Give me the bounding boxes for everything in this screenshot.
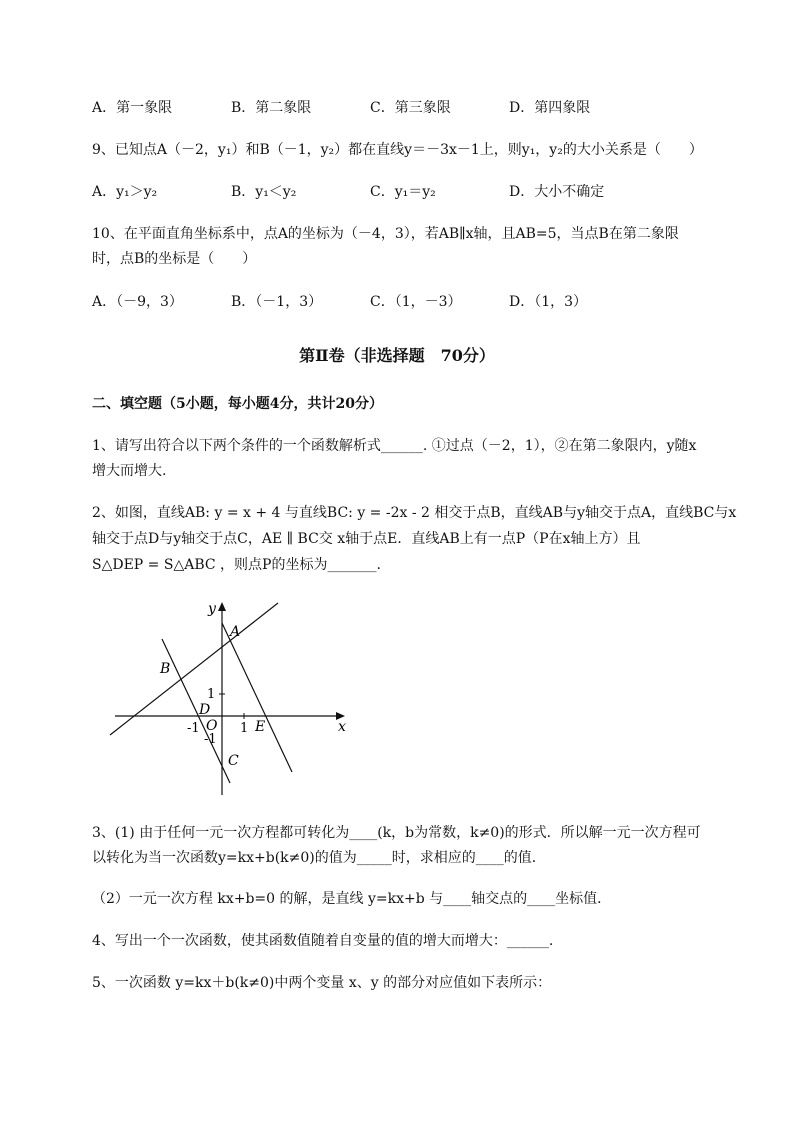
part2-title: 第Ⅱ卷（非选择题 70分） [299,346,495,365]
f4-text: 4、写出一个一次函数，使其函数值随着自变量的值的增大而增大：______. [92,933,554,949]
q10-stem-line1: 10、在平面直角坐标系中，点A的坐标为（－4，3），若AB∥x轴，且AB=5，当点B在第二象限 [92,226,679,242]
f3-line2: 以转化为当一次函数y=kx+b(k≠0)的值为_____时，求相应的____的值． [92,850,546,866]
f2-line2: 轴交于点D与y轴交于点C，AE ∥ BC交 x轴于点E．直线AB上有一点P（P在x轴上方）且 [92,531,641,547]
q10-option-d: D．（1，3） [509,294,588,310]
axis-x-label: x [338,719,346,735]
section2-title: 二、填空题（5小题，每小题4分，共计20分） [92,396,383,412]
q10-option-b: B．（－1，3） [231,294,323,310]
q8-option-c: C．第三象限 [370,100,451,116]
y-tick-label-neg1: -1 [204,732,217,747]
point-c-label: C [228,753,239,769]
q10-stem-line2: 时，点B的坐标是（ ） [92,251,257,267]
origin-label: O [206,718,218,734]
q8-option-b: B．第二象限 [231,100,312,116]
q10-option-a: A．（－9，3） [92,294,183,310]
f3-line3: （2）一元一次方程 kx+b=0 的解，是直线 y=kx+b 与____轴交点的____坐标值． [92,891,612,907]
q8-option-a: A．第一象限 [92,100,173,116]
f2-line1: 2、如图，直线AB: y = x + 4 与直线BC: y = -2x - 2 相交于点B，直线AB与y轴交于点A，直线BC与x [92,505,737,521]
q9-option-d: D．大小不确定 [509,184,605,200]
q9-option-b: B．y₁＜y₂ [231,184,297,200]
line-ae [222,623,292,772]
f1-line1: 1、请写出符合以下两个条件的一个函数解析式______. ①过点（－2，1），②在第二象限内，y随x [92,438,697,454]
x-tick-label-neg1: -1 [187,721,200,736]
q9-options [92,182,648,202]
line-bc [162,639,230,783]
point-a-label: A [230,624,241,640]
coordinate-figure [100,595,360,805]
q10-option-c: C．（1，－3） [370,294,462,310]
line-ab [110,603,278,735]
q10-options [92,292,648,312]
f1-line2: 增大而增大. [92,463,167,479]
q9-option-c: C．y₁＝y₂ [370,184,436,200]
axis-y-label: y [208,601,216,617]
x-tick-label-1: 1 [240,721,249,736]
point-d-label: D [199,702,211,718]
q9-option-a: A．y₁＞y₂ [92,184,158,200]
q8-option-d: D．第四象限 [509,100,591,116]
f2-line3: S△DEP = S△ABC ，则点P的坐标为_______. [92,557,381,573]
q9-stem: 9、已知点A（－2，y₁）和B（－1，y₂）都在直线y＝－3x－1上，则y₁，y₂的大小关系是（ ） [92,142,703,158]
q8-options [92,98,648,118]
y-axis-arrow [218,602,226,611]
y-tick-label-1: 1 [207,687,216,702]
f5-text: 5、一次函数 y=kx＋b(k≠0)中两个变量 x、y 的部分对应值如下表所示： [92,975,552,991]
point-e-label: E [255,719,266,735]
f3-line1: 3、(1) 由于任何一元一次方程都可转化为____(k，b为常数，k≠0)的形式．所以解一元一次方程可 [92,825,701,841]
point-b-label: B [160,661,171,677]
